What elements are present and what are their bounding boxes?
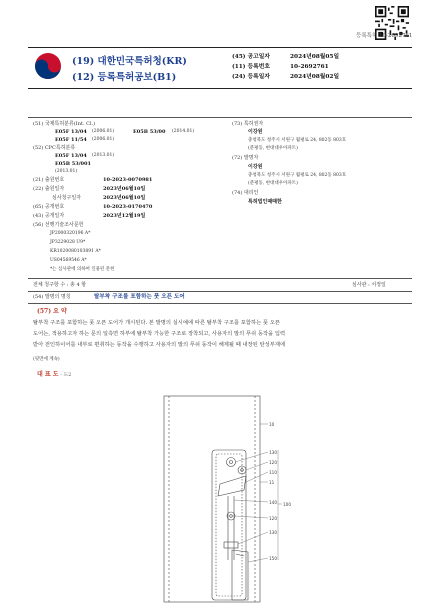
claims-bottom-rule [28, 291, 412, 292]
rep-drawing-label: 대 표 도 [37, 371, 59, 378]
foot-pedal [232, 550, 248, 600]
ref-100: 100 [283, 502, 291, 507]
exam-value: 2023년06월10일 [103, 195, 146, 201]
device-housing [212, 450, 246, 600]
prior-art-4: US04569546 A* [50, 258, 87, 263]
regno-label: (11) 등록번호 [232, 64, 270, 70]
examiner: 심사관 : 서정일 [352, 282, 386, 288]
ipc-code-1b: E05B 53/00 [133, 129, 166, 135]
rep-drawing-value: - 도2 [60, 373, 72, 378]
patent-figure [150, 392, 300, 604]
app-no-value: 10-2023-0070981 [103, 177, 153, 183]
prior-art-2: JP3229028 U9* [50, 240, 86, 245]
header-divider [28, 117, 412, 118]
publication-type: (12) 등록특허공보(B1) [72, 72, 177, 83]
ref-110: 110 [269, 470, 277, 475]
title-label: (54) 발명의 명칭 [33, 294, 71, 300]
ref-11: 11 [269, 480, 275, 485]
prior-art-1: JP2000320196 A* [50, 231, 91, 236]
office-title: (19) 대한민국특허청(KR) [72, 56, 187, 67]
ref-140: 140 [269, 500, 277, 505]
app-date-value: 2023년06월10일 [103, 186, 146, 192]
exam-label: 심사청구일자 [52, 195, 81, 201]
regdate-label: (24) 등록일자 [232, 74, 270, 80]
ref-120-lower: 120 [269, 516, 277, 521]
continued-note: (뒷면에 계속) [33, 357, 60, 362]
ref-130-lower: 130 [269, 530, 277, 535]
claims-top-rule [28, 278, 412, 279]
registration-number-header: 등록특허 10-2692761 [356, 33, 413, 39]
prior-art-note: *는 심사관에 의하여 인용된 문헌 [50, 267, 115, 272]
ref-10: 10 [269, 422, 275, 427]
header-bottom-rule [28, 88, 412, 89]
announce-label: (45) 공고일자 [232, 54, 270, 60]
regdate-value: 2024년08월02일 [290, 74, 340, 80]
header-top-rule [28, 47, 412, 48]
kipo-logo-icon [34, 52, 62, 80]
inventor-address-1: 충청북도 청주시 서원구 월평로 24, 802동 803호 [248, 173, 347, 178]
abstract-line: 탈부착 구조를 포함하는 풋 오픈 도어가 개시된다. 본 발명의 실시예에 따른 탈부착 구조를 포함하는 풋 오픈 [33, 320, 280, 326]
prior-art-3: KR1020080103891 A* [50, 249, 101, 254]
owner-address-1: 충청북도 청주시 서원구 월평로 24, 802동 803호 [248, 138, 347, 143]
announce-value: 2024년08월05일 [290, 54, 340, 60]
app-no-label: (21) 출원번호 [33, 177, 65, 183]
abstract-text [33, 318, 413, 351]
abstract-line: 받아 전인하이어를 내부로 편취하는 동작을 수행하고 사용자의 발의 푸쉬 동작이 해제될 때 내장된 탄성부재에 [33, 342, 286, 348]
inventor-label: (72) 발명자 [232, 155, 259, 161]
owner-label: (73) 특허권자 [232, 121, 264, 127]
app-date-label: (22) 출원일자 [33, 186, 65, 192]
pub-date-value: 2023년12월19일 [103, 213, 146, 219]
owner-name: 이강원 [248, 129, 263, 135]
invention-title: 탈부착 구조를 포함하는 풋 오픈 도어 [94, 294, 185, 300]
pulley-upper [227, 458, 236, 467]
ipc-code-1a: E05F 13/04 [55, 129, 87, 135]
ipc-label: (51) 국제특허분류(Int. Cl.) [33, 121, 96, 127]
abstract-line: 도어는, 적용하고자 하는 문의 일측면 하부에 탈부착 가능한 구조로 장착되고, 사용자의 발의 푸쉬 동작을 입력 [33, 331, 286, 337]
cpc-label: (52) CPC특허분류 [33, 145, 76, 151]
ref-130-upper: 130 [269, 450, 277, 455]
agent-name: 특허법인때때한 [248, 199, 282, 205]
representative-drawing [37, 369, 71, 378]
agent-label: (74) 대리인 [232, 190, 259, 196]
abstract-label: (57) 요 약 [37, 308, 67, 315]
ipc-date-2: (2006.01) [92, 137, 115, 142]
ipc-code-2: E05F 11/54 [55, 137, 87, 143]
title-bottom-rule [28, 303, 412, 304]
cpc-code-2: E05B 53/001 [55, 161, 91, 167]
regno-value: 10-2692761 [290, 64, 329, 70]
cpc-date-1: (2013.01) [92, 153, 115, 158]
ref-120-upper: 120 [269, 460, 277, 465]
inventor-name: 이강원 [248, 164, 263, 170]
cpc-code-1: E05F 13/04 [55, 153, 87, 159]
pub-no-value: 10-2023-0170470 [103, 204, 153, 210]
cpc-date-2: (2013.01) [55, 169, 78, 174]
total-claims: 전체 청구항 수 : 총 4 항 [33, 282, 87, 288]
inventor-address-2: (분평동, 현대대우아파트) [248, 181, 298, 186]
pub-date-label: (43) 공개일자 [33, 213, 65, 219]
ipc-date-1b: (2014.01) [172, 129, 195, 134]
pub-no-label: (65) 공개번호 [33, 204, 65, 210]
owner-address-2: (분평동, 현대대우아파트) [248, 146, 298, 151]
ipc-date-1a: (2006.01) [92, 129, 115, 134]
ref-150: 150 [269, 556, 277, 561]
prior-art-label: (56) 선행기술조사문헌 [33, 222, 84, 228]
